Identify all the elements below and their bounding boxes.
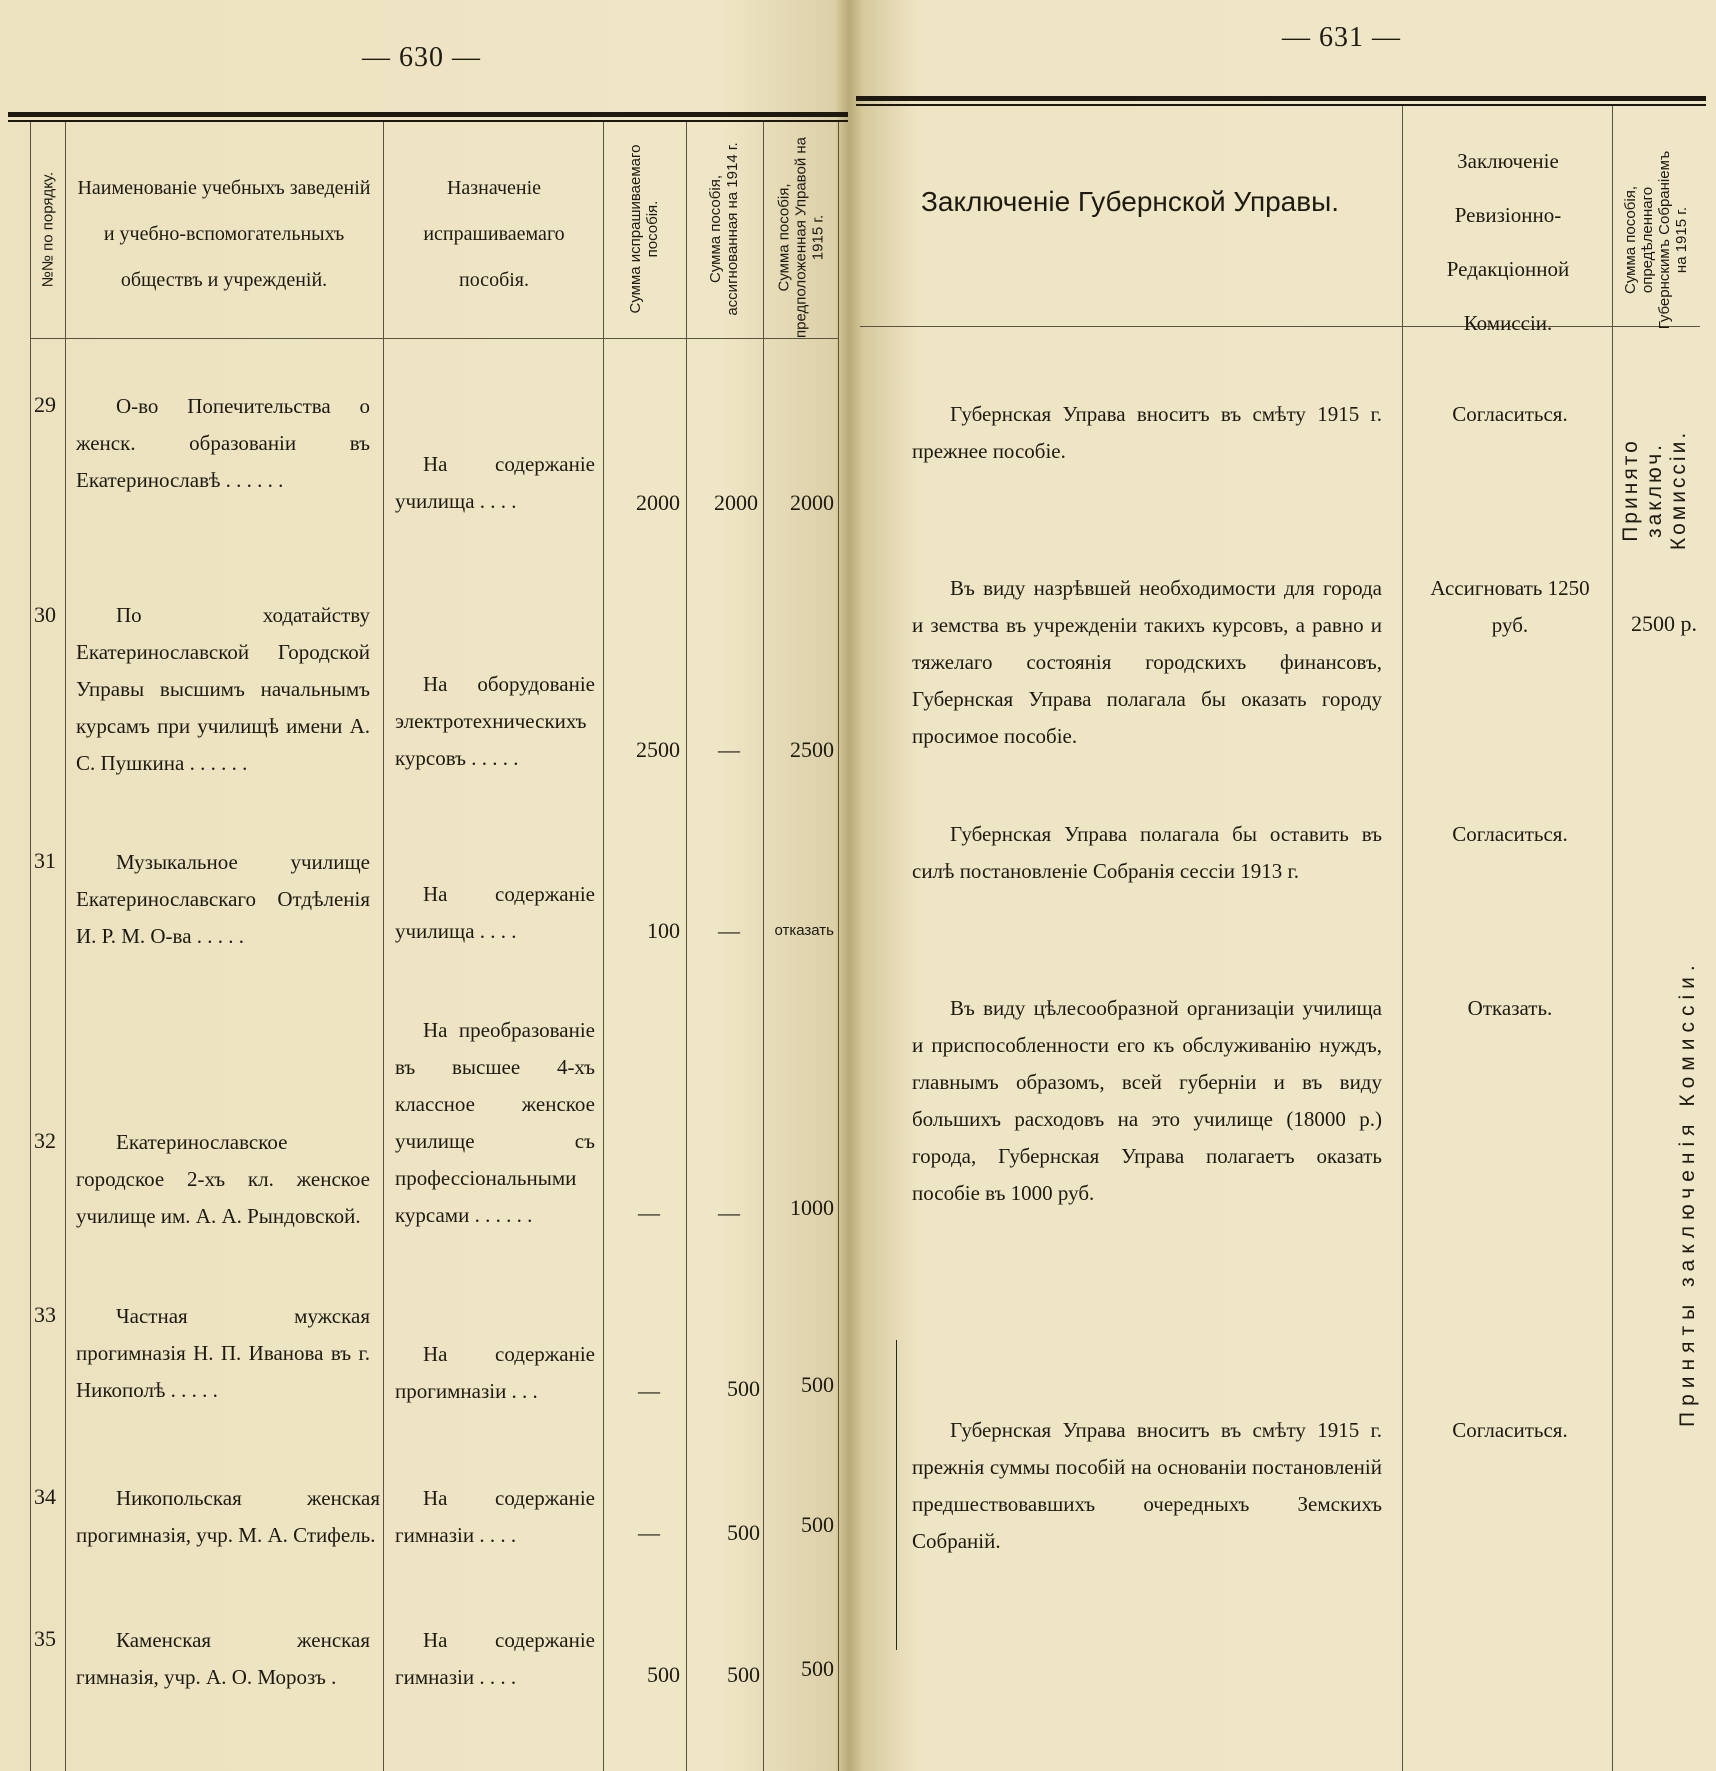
proposed-sum: отказать [774,922,834,939]
commission-conclusion: Отказать. [1467,996,1553,1020]
aid-purpose: На содержаніе гимназіи . . . . [395,1628,595,1689]
header-name: Наименованіе учебныхъ заведеній и учебно-вспомогательныхъ обществъ и учрежденій. [77,177,371,291]
commission-conclusion: Согласиться. [1452,402,1568,426]
institution-name: Никопольская женская прогимназія, учр. М. А. Стифель. [76,1486,380,1547]
requested-sum: 2000 [636,490,680,515]
requested-sum: — [638,1200,660,1225]
institution-name: Каменская женская гимназія, учр. А. О. Морозъ . [76,1628,370,1689]
bracket-line [896,1340,897,1650]
aid-purpose: На содержаніе гимназіи . . . . [395,1486,595,1547]
row-number: 30 [34,602,56,627]
assembly-note: Приняты заключенія Комиссіи. [1676,959,1699,1427]
col-line [1612,106,1613,1771]
requested-sum: — [638,1520,660,1545]
col-line [603,122,604,1771]
col-line [838,122,839,1771]
row-number: 34 [34,1484,56,1509]
proposed-sum: 500 [801,1372,834,1397]
page-number-left: — 630 — [362,42,481,73]
commission-conclusion: Согласиться. [1452,822,1568,846]
header-no: №№ по порядку. [39,171,57,288]
institution-name: Частная мужская прогимназія Н. П. Иванова въ г. Никополѣ . . . . . [76,1304,370,1402]
top-rule-left [8,112,848,117]
requested-sum: 2500 [636,737,680,762]
col-line [686,122,687,1771]
proposed-sum: 2000 [790,490,834,515]
assigned-sum: 500 [727,1520,760,1545]
institution-name: О-во Попечительства о женск. образованіи въ Екатеринославѣ . . . . . . [76,394,370,492]
aid-purpose: На оборудованіе электротехническихъ курсовъ . . . . . [395,672,595,770]
board-conclusion: Губернская Управа вноситъ въ смѣту 1915 г. прежнее пособіе. [912,402,1382,463]
top-rule-right-thin [856,104,1706,106]
assigned-sum: 2000 [714,490,758,515]
header-commission: Заключеніе Ревизіонно-Редакціонной Комиссіи. [1446,149,1570,335]
board-conclusion: Губернская Управа полагала бы оставить въ силѣ постановленіе Собранія сессіи 1913 г. [912,822,1382,883]
assigned-sum: 500 [727,1662,760,1687]
book-gutter [836,0,862,1771]
header-bottom-line [30,338,838,339]
header-requested: Сумма испрашиваемаго пособія. [627,144,661,314]
aid-purpose: На содержаніе прогимназіи . . . [395,1342,595,1403]
requested-sum: 500 [647,1662,680,1687]
assembly-sum: 2500 р. [1631,611,1697,636]
proposed-sum: 500 [801,1512,834,1537]
proposed-sum: 500 [801,1656,834,1681]
row-number: 35 [34,1626,56,1651]
header-assembly: Сумма пособія, опредѣленнаго Губернскимъ Собраніемъ на 1915 г. [1622,150,1690,330]
col-line [763,122,764,1771]
board-conclusion: Губернская Управа вноситъ въ смѣту 1915 г. прежнія суммы пособій на основаніи постановленій предшествовавшихъ очередныхъ Земскихъ Собраній. [912,1418,1382,1553]
institution-name: Екатеринославское городское 2-хъ кл. женское училище им. А. А. Рындовской. [76,1130,370,1228]
requested-sum: — [638,1378,660,1403]
row-number: 32 [34,1128,56,1153]
board-conclusion: Въ виду назрѣвшей необходимости для города и земства въ учрежденіи такихъ курсовъ, а равно и тяжелаго состоянія городскихъ финансовъ, Губернская Управа полагала бы оказать городу просимое пособіе. [912,576,1382,748]
page-number-right: — 631 — [1282,22,1401,53]
row-number: 29 [34,392,56,417]
proposed-sum: 1000 [790,1195,834,1220]
col-line [383,122,384,1771]
assigned-sum: — [718,737,740,762]
top-rule-right [856,96,1706,101]
header-proposed-1915: Сумма пособія, предположенная Управой на 1915 г. [775,137,827,339]
commission-conclusion: Согласиться. [1452,1418,1568,1442]
assigned-sum: — [718,1200,740,1225]
aid-purpose: На содержаніе училища . . . . [395,452,595,513]
row-number: 33 [34,1302,56,1327]
institution-name: Музыкальное училище Екатеринославскаго Отдѣленія И. Р. М. О-ва . . . . . [76,850,370,948]
assigned-sum: 500 [727,1376,760,1401]
aid-purpose: На содержаніе училища . . . . [395,882,595,943]
col-line [65,122,66,1771]
header-conclusion: Заключеніе Губернской Управы. [920,186,1340,217]
row-number: 31 [34,848,56,873]
proposed-sum: 2500 [790,737,834,762]
col-line [1402,106,1403,1771]
requested-sum: 100 [647,918,680,943]
header-purpose: Назначеніе испрашиваемаго пособія. [423,177,565,291]
institution-name: По ходатайству Екатеринославской Городской Управы высшимъ начальнымъ курсамъ при училищѣ имени А. С. Пушкина . . . . . . [76,603,370,775]
header-assigned-1914: Сумма пособія, ассигнованная на 1914 г. [707,142,741,316]
board-conclusion: Въ виду цѣлесообразной организаціи училища и приспособленности его къ обслуживанію нуждъ, главнымъ образомъ, всей губерніи и въ виду большихъ расходовъ на это училище (18000 р.) города, Губернская Управа полагаетъ оказать пособіе въ 1000 руб. [912,996,1382,1205]
col-line [30,122,31,1771]
aid-purpose: На преобразованіе въ высшее 4-хъ классное женское училище съ профессіональными курсами . . . . . . [395,1018,595,1227]
assembly-note: Принято заключ. Комиссіи. [1619,429,1690,551]
commission-conclusion: Ассигновать 1250 руб. [1430,576,1590,637]
assigned-sum: — [718,918,740,943]
top-rule-left-thin [8,120,848,122]
